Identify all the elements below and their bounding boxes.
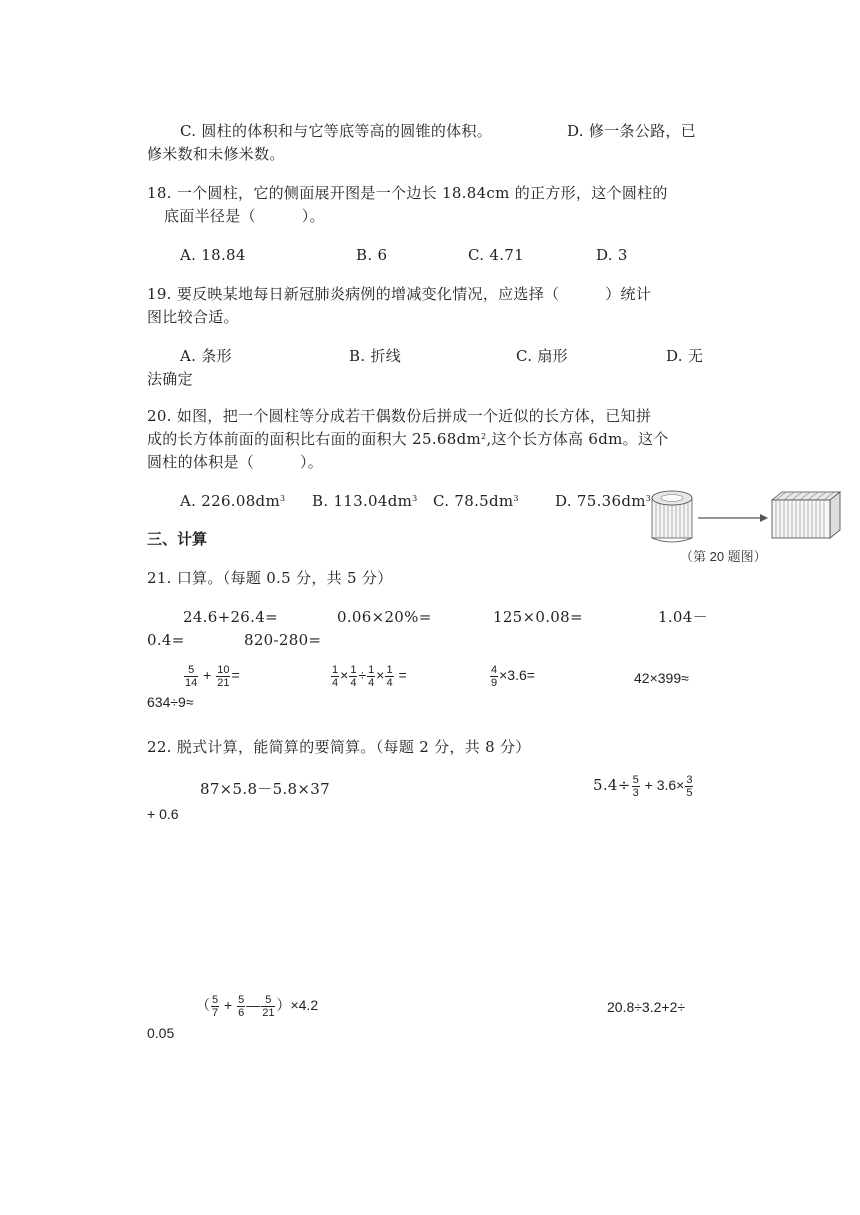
q20-stem: 20. 如图，把一个圆柱等分成若干偶数份后拼成一个近似的长方体，已知拼	[147, 407, 652, 425]
fraction: $\frac{5}{3}$	[632, 774, 639, 799]
fraction: $\frac{5}{6}$	[238, 994, 245, 1019]
q21-item-10: 634÷9≈	[147, 694, 194, 710]
q21-item-6: $\frac{5}{14}$ + $\frac{10}{21}$ =	[185, 664, 240, 689]
q20-figure	[648, 486, 848, 544]
fraction: $\frac{4}{9}$	[491, 664, 498, 689]
q21-item-5: 820-280=	[244, 631, 322, 649]
fraction: $\frac{1}{4}$	[350, 664, 357, 689]
q21-title: 21. 口算。（每题 0.5 分，共 5 分）	[147, 569, 393, 587]
q21-item-7: $\frac{1}{4}$ × $\frac{1}{4}$ ÷ $\frac{1}{4}$ × $\frac{1}{4}$ =	[332, 664, 407, 689]
q20-stem-line2: 成的长方体前面的面积比右面的面积大 $25.68dm^2$,这个长方体高 6dm。这个	[147, 430, 669, 448]
q17-option-d-wrap: 修米数和未修米数。	[147, 145, 285, 163]
q22-expr-2-wrap: + 0.6	[147, 806, 179, 822]
fraction: $\frac{5}{21}$	[262, 994, 275, 1019]
q22-expr-2: 5.4÷ $\frac{5}{3}$ + 3.6× $\frac{3}{5}$	[593, 774, 693, 799]
fraction: $\frac{1}{4}$	[386, 664, 393, 689]
q19-option-a: A. 条形	[180, 347, 232, 365]
fraction: $\frac{5}{14}$	[185, 664, 198, 689]
q21-item-4: 1.04－	[658, 608, 708, 626]
q22-expr-1: 87×5.8－5.8×37	[200, 780, 330, 798]
q19-stem: 19. 要反映某地每日新冠肺炎病例的增减变化情况，应选择（ ）统计	[147, 285, 652, 303]
cuboid-icon	[772, 492, 840, 538]
section-title: 三、计算	[147, 530, 208, 548]
q17-option-d: D. 修一条公路，已	[567, 122, 697, 140]
q21-item-1: 24.6+26.4=	[183, 608, 278, 626]
q21-item-2: 0.06×20%=	[337, 608, 432, 626]
q21-item-4-wrap: 0.4=	[147, 631, 185, 649]
q18-option-b: B. 6	[356, 246, 388, 264]
q22-expr-4-wrap: 0.05	[147, 1025, 175, 1041]
cylinder-icon	[652, 491, 692, 542]
fraction: $\frac{3}{5}$	[686, 774, 693, 799]
q19-option-d: D. 无	[666, 347, 704, 365]
q18-stem-line2: 底面半径是（ ）。	[164, 207, 325, 225]
fraction: $\frac{5}{7}$	[212, 994, 219, 1019]
q18-option-a: A. 18.84	[180, 246, 246, 264]
q20-stem-line3: 圆柱的体积是（ ）。	[147, 453, 324, 471]
q20-option-b: B. $113.04dm^3$	[312, 492, 418, 510]
q22-title: 22. 脱式计算，能简算的要简算。（每题 2 分，共 8 分）	[147, 738, 531, 756]
fraction: $\frac{10}{21}$	[217, 664, 230, 689]
q20-figure-caption: （第 20 题图）	[680, 549, 767, 564]
q19-option-d-wrap: 法确定	[147, 370, 193, 388]
q22-expr-3: （ $\frac{5}{7}$ + $\frac{5}{6}$ — $\frac{5}{21}$ ）×4.2	[196, 994, 319, 1019]
q19-option-c: C. 扇形	[516, 347, 568, 365]
fraction: $\frac{1}{4}$	[368, 664, 375, 689]
q19-option-b: B. 折线	[349, 347, 402, 365]
fraction: $\frac{1}{4}$	[332, 664, 339, 689]
q19-stem-line2: 图比较合适。	[147, 308, 239, 326]
q18-option-c: C. 4.71	[468, 246, 524, 264]
q20-option-d: D. $75.36dm^3$	[555, 492, 652, 510]
q20-option-c: C. $78.5dm^3$	[433, 492, 519, 510]
q17-option-c: C. 圆柱的体积和与它等底等高的圆锥的体积。	[180, 122, 493, 140]
q21-item-8: $\frac{4}{9}$ ×3.6=	[491, 664, 535, 689]
q20-option-a: A. $226.08dm^3$	[180, 492, 286, 510]
arrow-right-icon	[698, 514, 768, 522]
q18-stem: 18. 一个圆柱，它的侧面展开图是一个边长 18.84cm 的正方形，这个圆柱的	[147, 184, 668, 202]
q22-expr-4: 20.8÷3.2+2÷	[607, 999, 686, 1015]
q21-item-9: 42×399≈	[634, 670, 689, 686]
q21-item-3: 125×0.08=	[493, 608, 583, 626]
q18-option-d: D. 3	[596, 246, 628, 264]
